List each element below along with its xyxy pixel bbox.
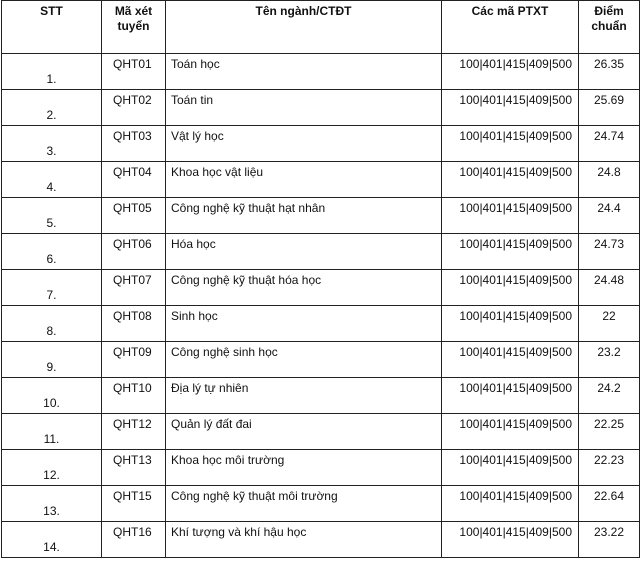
table-row [2, 126, 640, 162]
table-row [2, 414, 640, 450]
cell-score: 26.35 [579, 54, 640, 90]
cell-code: QHT01 [102, 54, 166, 90]
cell-score: 22.64 [579, 486, 640, 522]
cell-score: 23.2 [579, 342, 640, 378]
cell-code: QHT13 [102, 450, 166, 486]
table-row [2, 90, 640, 126]
table-row [2, 306, 640, 342]
table-row [2, 450, 640, 486]
table-row [2, 198, 640, 234]
cell-name: Toán tin [166, 90, 442, 126]
cell-code: QHT09 [102, 342, 166, 378]
cell-stt: 4. [2, 162, 102, 198]
cell-stt: 11. [2, 414, 102, 450]
cell-stt: 5. [2, 198, 102, 234]
cell-score: 22.25 [579, 414, 640, 450]
table-body [2, 54, 640, 558]
cell-name: Khoa học môi trường [166, 450, 442, 486]
cell-code: QHT12 [102, 414, 166, 450]
cell-ptxt: 100|401|415|409|500 [442, 414, 579, 450]
cell-score: 24.2 [579, 378, 640, 414]
cell-stt: 12. [2, 450, 102, 486]
cell-ptxt: 100|401|415|409|500 [442, 126, 579, 162]
header-stt: STT [2, 1, 102, 54]
cell-score: 24.73 [579, 234, 640, 270]
cell-stt: 3. [2, 126, 102, 162]
cell-score: 25.69 [579, 90, 640, 126]
cell-code: QHT16 [102, 522, 166, 558]
cell-score: 24.74 [579, 126, 640, 162]
cell-name: Toán học [166, 54, 442, 90]
cell-code: QHT10 [102, 378, 166, 414]
cell-name: Khoa học vật liệu [166, 162, 442, 198]
cell-code: QHT02 [102, 90, 166, 126]
cell-stt: 2. [2, 90, 102, 126]
cell-name: Công nghệ sinh học [166, 342, 442, 378]
cell-ptxt: 100|401|415|409|500 [442, 450, 579, 486]
header-ptxt: Các mã PTXT [442, 1, 579, 54]
cell-name: Sinh học [166, 306, 442, 342]
table-row [2, 522, 640, 558]
cell-code: QHT05 [102, 198, 166, 234]
cell-name: Địa lý tự nhiên [166, 378, 442, 414]
header-code: Mã xét tuyển [102, 1, 166, 54]
cell-stt: 7. [2, 270, 102, 306]
cell-code: QHT08 [102, 306, 166, 342]
cell-name: Công nghệ kỹ thuật hạt nhân [166, 198, 442, 234]
table-row [2, 270, 640, 306]
cell-score: 24.8 [579, 162, 640, 198]
cell-stt: 1. [2, 54, 102, 90]
cell-name: Công nghệ kỹ thuật hóa học [166, 270, 442, 306]
cell-code: QHT03 [102, 126, 166, 162]
cell-ptxt: 100|401|415|409|500 [442, 342, 579, 378]
cell-stt: 14. [2, 522, 102, 558]
cell-code: QHT06 [102, 234, 166, 270]
cell-score: 23.22 [579, 522, 640, 558]
admission-scores-table [1, 0, 640, 558]
header-name: Tên ngành/CTĐT [166, 1, 442, 54]
table-row [2, 486, 640, 522]
cell-ptxt: 100|401|415|409|500 [442, 54, 579, 90]
cell-name: Hóa học [166, 234, 442, 270]
cell-stt: 13. [2, 486, 102, 522]
cell-code: QHT15 [102, 486, 166, 522]
cell-code: QHT07 [102, 270, 166, 306]
cell-code: QHT04 [102, 162, 166, 198]
table-row [2, 234, 640, 270]
cell-ptxt: 100|401|415|409|500 [442, 522, 579, 558]
header-row [2, 1, 640, 54]
table-header [2, 1, 640, 54]
header-score: Điểm chuẩn [579, 1, 640, 54]
cell-name: Công nghệ kỹ thuật môi trường [166, 486, 442, 522]
cell-score: 22 [579, 306, 640, 342]
cell-stt: 9. [2, 342, 102, 378]
cell-ptxt: 100|401|415|409|500 [442, 162, 579, 198]
cell-ptxt: 100|401|415|409|500 [442, 378, 579, 414]
cell-stt: 6. [2, 234, 102, 270]
cell-score: 24.48 [579, 270, 640, 306]
table-row [2, 54, 640, 90]
table-row [2, 378, 640, 414]
table-row [2, 162, 640, 198]
cell-ptxt: 100|401|415|409|500 [442, 234, 579, 270]
cell-stt: 10. [2, 378, 102, 414]
cell-name: Quản lý đất đai [166, 414, 442, 450]
cell-score: 22.23 [579, 450, 640, 486]
cell-stt: 8. [2, 306, 102, 342]
cell-ptxt: 100|401|415|409|500 [442, 270, 579, 306]
cell-ptxt: 100|401|415|409|500 [442, 486, 579, 522]
cell-name: Khí tượng và khí hậu học [166, 522, 442, 558]
cell-name: Vật lý học [166, 126, 442, 162]
cell-ptxt: 100|401|415|409|500 [442, 90, 579, 126]
table-row [2, 342, 640, 378]
cell-ptxt: 100|401|415|409|500 [442, 198, 579, 234]
cell-score: 24.4 [579, 198, 640, 234]
cell-ptxt: 100|401|415|409|500 [442, 306, 579, 342]
